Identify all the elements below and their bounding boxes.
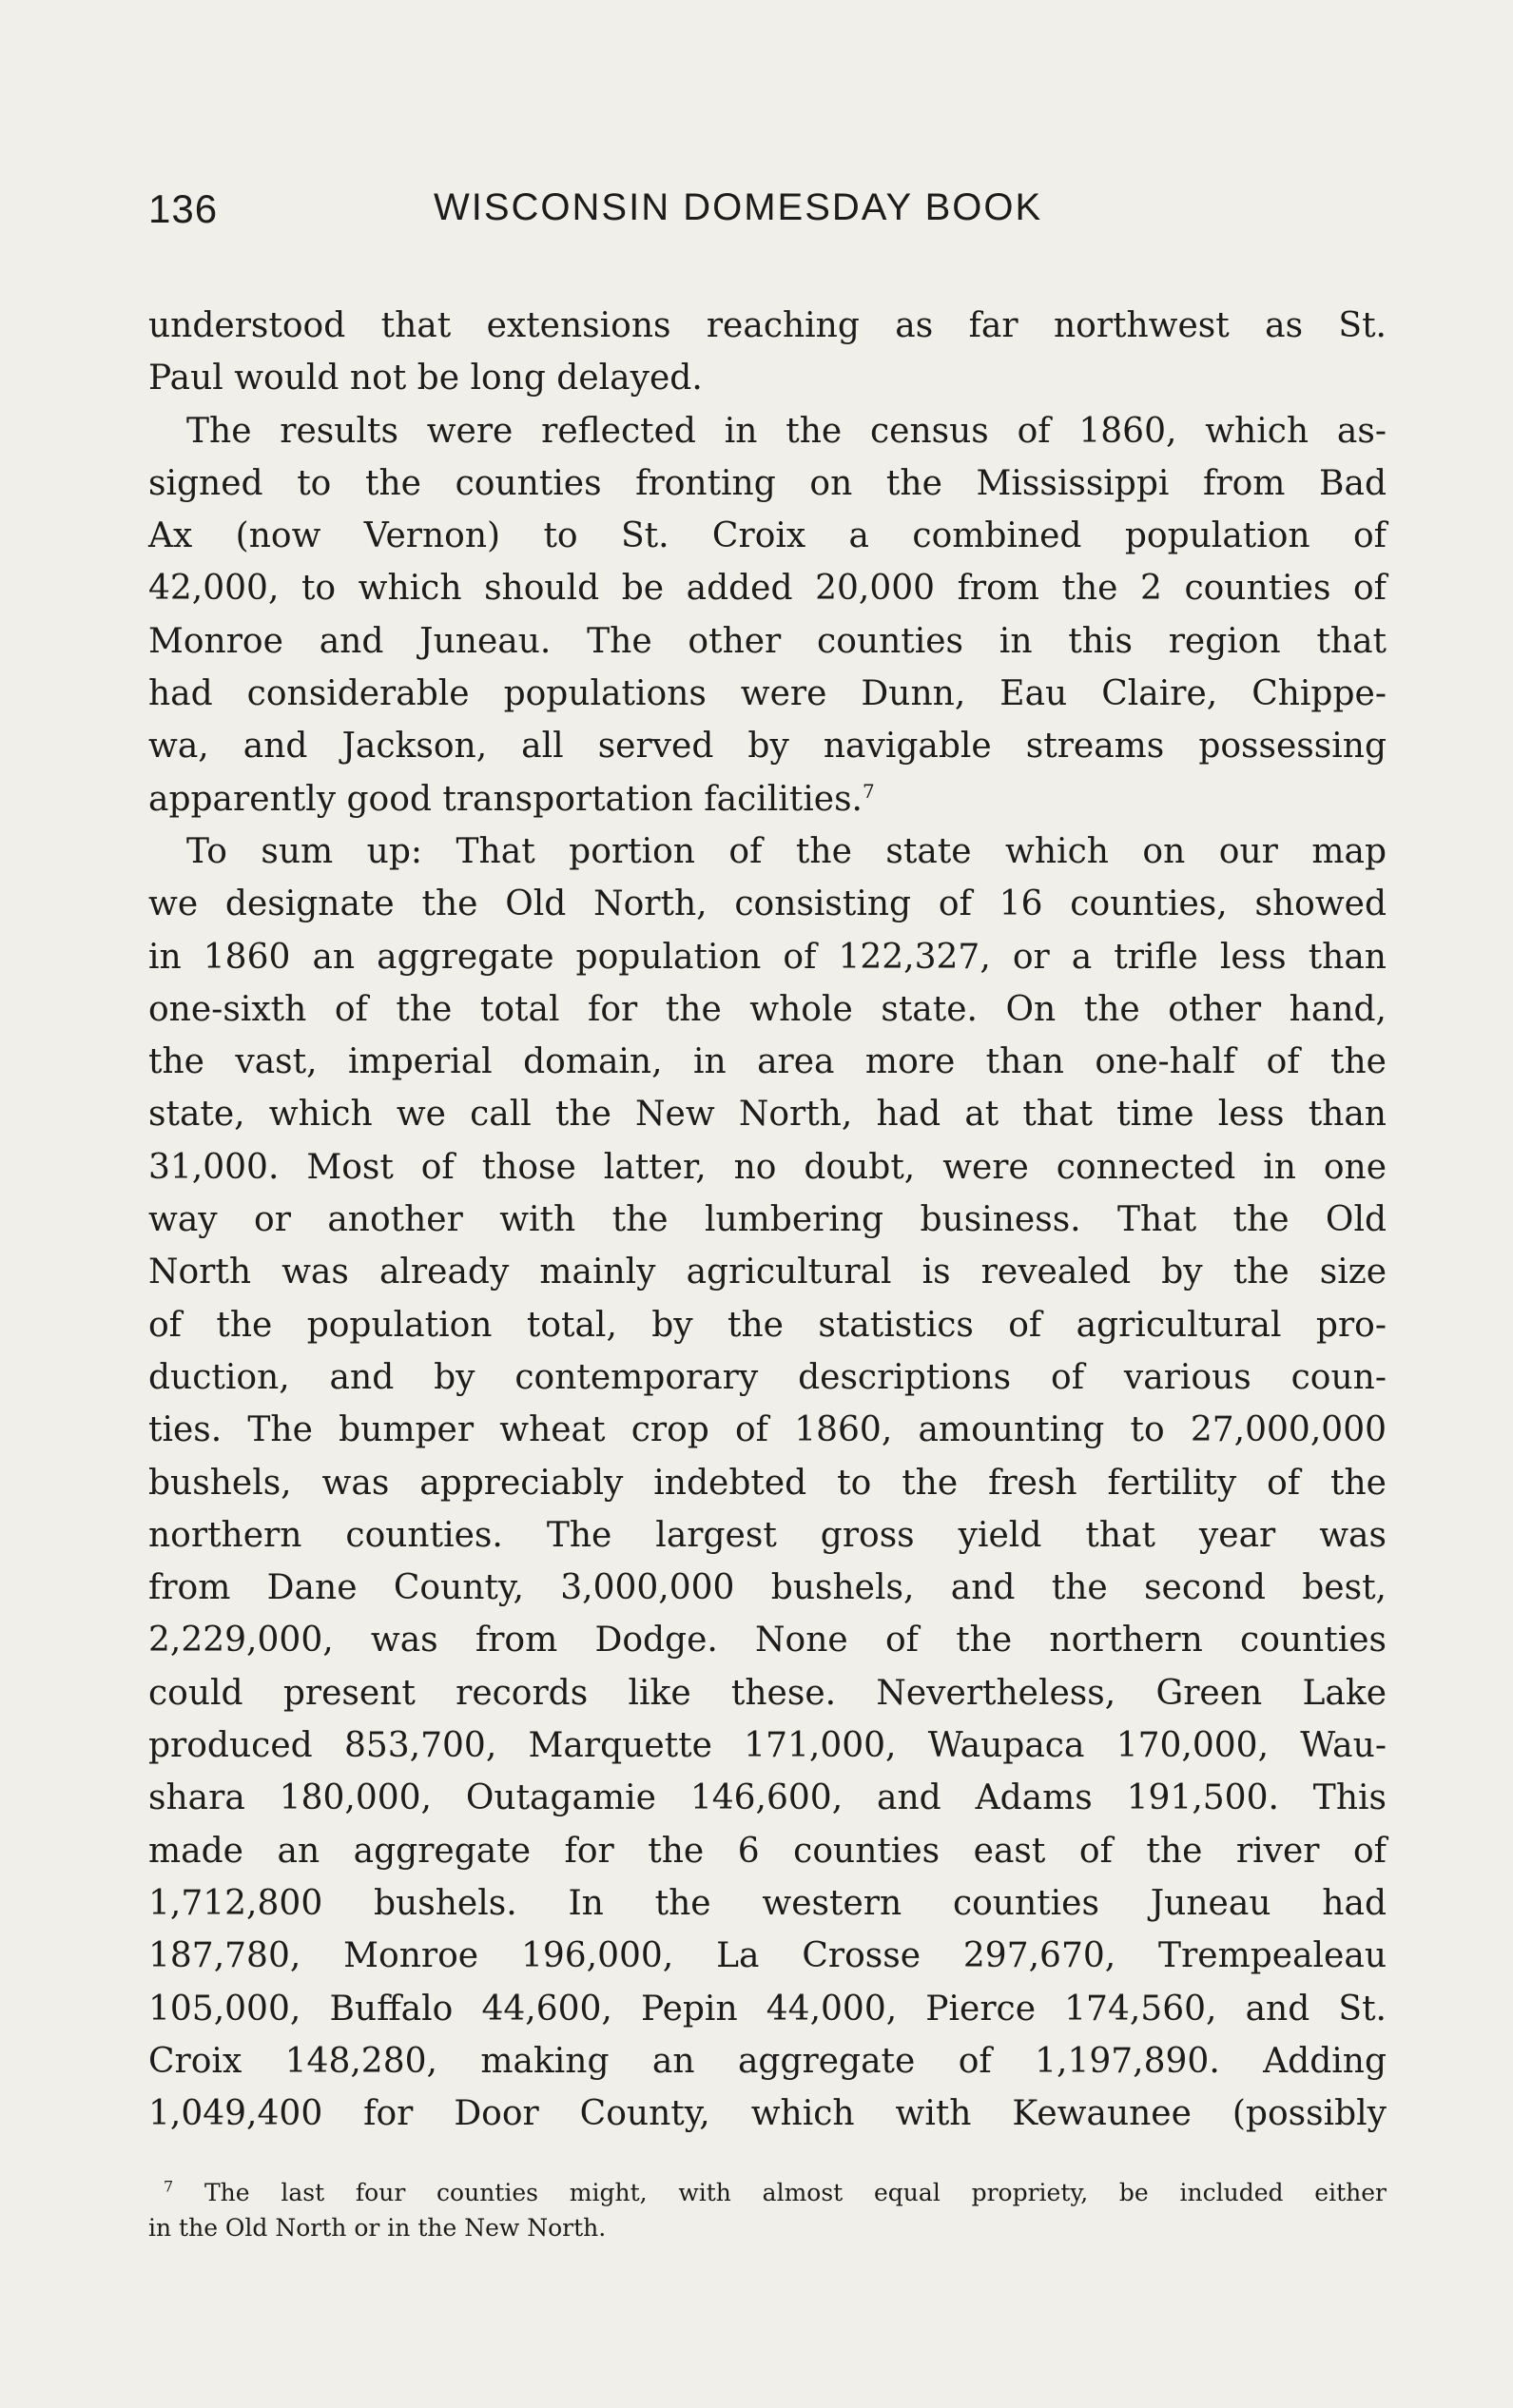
text-line: of the population total, by the statistics of agricultural pro-	[148, 1305, 1387, 1345]
footnote-reference: 7	[863, 779, 875, 803]
footnote	[148, 2175, 1387, 2245]
text-line: Croix 148,280, making an aggregate of 1,197,890. Adding	[148, 2041, 1387, 2081]
text-line-with-footnote-ref	[148, 773, 1387, 825]
text-line: To sum up: That portion of the state which on our map	[186, 831, 1387, 871]
text-line: shara 180,000, Outagamie 146,600, and Adams 191,500. This	[148, 1778, 1387, 1818]
text-line: Paul would not be long delayed.	[148, 359, 703, 398]
text-line: the vast, imperial domain, in area more than one-half of the	[148, 1042, 1387, 1082]
text-line-content: apparently good transportation facilities.	[148, 779, 863, 819]
text-line: made an aggregate for the 6 counties east of the river of	[148, 1831, 1387, 1871]
text-line: Ax (now Vernon) to St. Croix a combined population of	[148, 516, 1387, 556]
footnote-text: The last four counties might, with almost equal propriety, be included either	[204, 2179, 1387, 2206]
text-line: wa, and Jackson, all served by navigable streams possessing	[148, 727, 1387, 767]
text-line: from Dane County, 3,000,000 bushels, and the second best,	[148, 1568, 1387, 1608]
text-line: one-sixth of the total for the whole state. On the other hand,	[148, 989, 1387, 1029]
text-line: 1,712,800 bushels. In the western counties Juneau had	[148, 1883, 1387, 1923]
book-title: WISCONSIN DOMESDAY BOOK	[434, 186, 1043, 228]
text-line: North was already mainly agricultural is revealed by the size	[148, 1253, 1387, 1292]
text-line: Monroe and Juneau. The other counties in this region that	[148, 621, 1387, 661]
body-text	[148, 300, 1387, 2140]
text-line: in 1860 an aggregate population of 122,327, or a trifle less than	[148, 937, 1387, 977]
text-line: understood that extensions reaching as far northwest as St.	[148, 306, 1387, 345]
text-line: we designate the Old North, consisting of 16 counties, showed	[148, 884, 1387, 924]
text-line: northern counties. The largest gross yield that year was	[148, 1515, 1387, 1555]
text-line: duction, and by contemporary descriptions of various coun-	[148, 1357, 1387, 1397]
text-line: 31,000. Most of those latter, no doubt, were connected in one	[148, 1147, 1387, 1187]
text-line: could present records like these. Nevertheless, Green Lake	[148, 1673, 1387, 1713]
text-line: 187,780, Monroe 196,000, La Crosse 297,670, Trempealeau	[148, 1936, 1387, 1976]
text-line: ties. The bumper wheat crop of 1860, amounting to 27,000,000	[148, 1410, 1387, 1450]
running-head	[148, 186, 1387, 243]
footnote-line: in the Old North or in the New North.	[148, 2214, 607, 2242]
page-number: 136	[148, 186, 219, 231]
text-line: 2,229,000, was from Dodge. None of the northern counties	[148, 1621, 1387, 1660]
footnote-line	[148, 2175, 1387, 2210]
text-line: bushels, was appreciably indebted to the fresh fertility of the	[148, 1463, 1387, 1503]
text-line: signed to the counties fronting on the Mississippi from Bad	[148, 463, 1387, 503]
text-line: way or another with the lumbering business. That the Old	[148, 1200, 1387, 1240]
text-line: 105,000, Buffalo 44,600, Pepin 44,000, Pierce 174,560, and St.	[148, 1989, 1387, 2029]
footnote-marker: 7	[164, 2177, 174, 2196]
text-line: state, which we call the New North, had at that time less than	[148, 1095, 1387, 1135]
text-line: 1,049,400 for Door County, which with Kewaunee (possibly	[148, 2094, 1387, 2134]
text-line: had considerable populations were Dunn, Eau Claire, Chippe-	[148, 674, 1387, 714]
text-line: 42,000, to which should be added 20,000 from the 2 counties of	[148, 569, 1387, 609]
text-line: The results were reflected in the census of 1860, which as-	[186, 411, 1387, 451]
text-line: produced 853,700, Marquette 171,000, Waupaca 170,000, Wau-	[148, 1726, 1387, 1766]
